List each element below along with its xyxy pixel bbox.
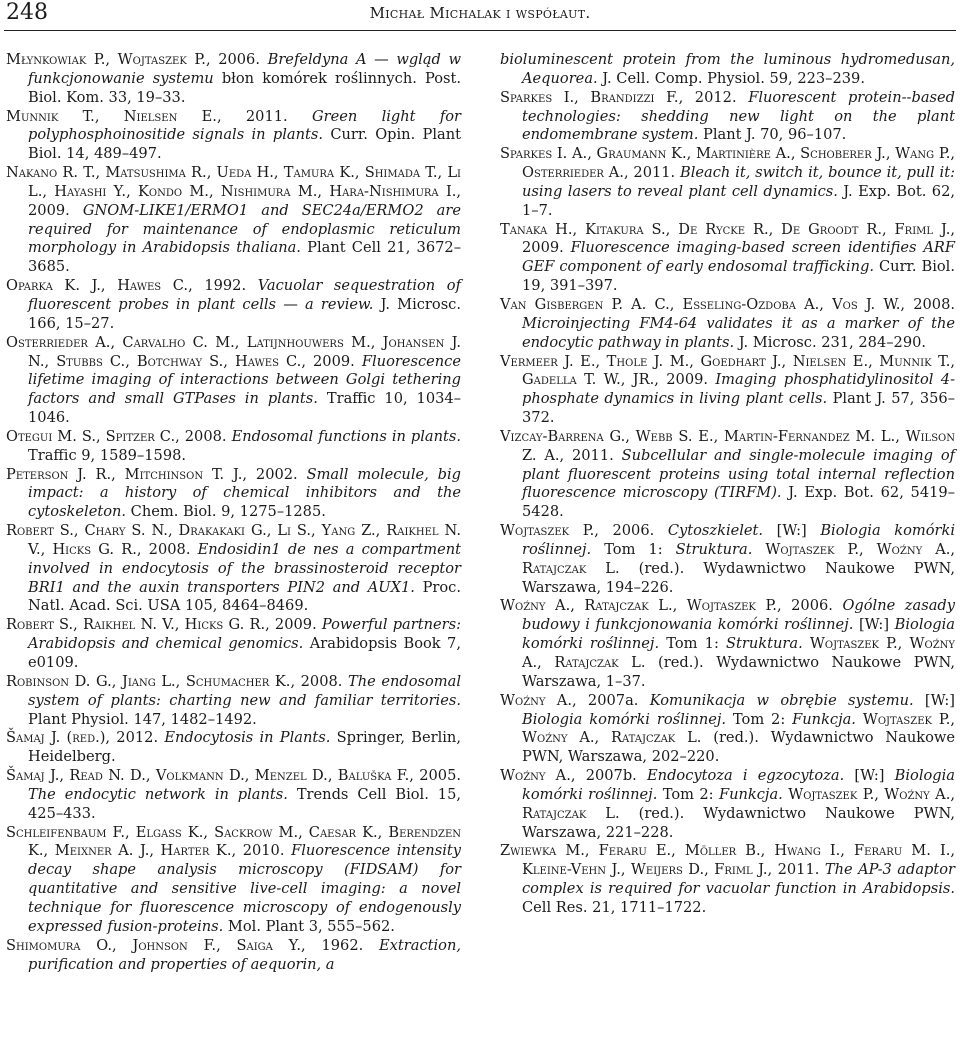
reference-text: , 2011. xyxy=(767,861,825,879)
reference-authors: Wojtaszek P., Woźny A., Ratajczak L. xyxy=(522,540,956,577)
page-header xyxy=(0,0,960,30)
reference-entry xyxy=(500,51,955,89)
reference-authors: Sparkes I., Brandizzi F. xyxy=(500,88,679,106)
reference-entry xyxy=(6,277,461,334)
reference-text: (red.). Wydawnictwo Naukowe PWN, Warszawa, 221–228. xyxy=(522,804,956,841)
reference-entry xyxy=(6,334,461,428)
reference-text: , 2009. xyxy=(654,371,716,389)
reference-text: , 2011. xyxy=(559,446,622,464)
reference-text: , 2011. xyxy=(623,164,681,182)
reference-text: Cell Res. 21, 1711–1722. xyxy=(522,898,707,916)
reference-authors: Woźny A. xyxy=(500,691,572,709)
reference-authors: Vermeer J. E., Thole J. M., Goedhart J., Nielsen E., Munnik T., Gadella T. W., JR. xyxy=(500,352,955,389)
reference-authors: Vizcay-Barrena G., Webb S. E., Martin-Fernandez M. L., Wilson Z. A. xyxy=(500,427,955,464)
reference-title: The AP-3 adaptor complex is required for vacuolar function in Arabidopsis. xyxy=(522,861,956,898)
reference-authors: Munnik T., Nielsen E. xyxy=(6,107,217,125)
reference-text: , 2012. xyxy=(678,88,749,106)
running-head: Michał Michalak i współaut. xyxy=(369,4,591,22)
reference-title: Fluorescence lifetime imaging of interactions between Golgi tethering factors and small GTPases in plants. xyxy=(28,352,461,408)
reference-text: J. Exp. Bot. 62, 5419–5428. xyxy=(522,484,955,521)
reference-authors: Shimomura O., Johnson F., Saiga Y. xyxy=(6,936,302,954)
reference-authors: Wojtaszek P., Woźny A., Ratajczak L. xyxy=(522,635,955,671)
reference-text: , 1962. xyxy=(301,936,380,954)
reference-title: Funkcja. xyxy=(792,710,856,728)
reference-title: Microinjecting FM4-64 validates it as a marker of the endocytic pathway in plants. xyxy=(522,314,955,351)
reference-text: , 2012. xyxy=(105,729,165,747)
reference-authors: Wojtaszek P. xyxy=(500,522,595,540)
reference-text: , 2009. xyxy=(301,352,362,370)
reference-title: Subcellular and single-molecule imaging of plant fluorescent proteins using total internal reflection fluorescence microscopy (TIRFM). xyxy=(522,446,956,502)
reference-entry xyxy=(6,824,461,937)
reference-entry xyxy=(500,353,955,428)
right-column xyxy=(500,51,955,918)
reference-title: Endosidin1 de nes a compartment involved in endocytosis of the brassinosteroid receptor BRI1 and the auxin transporters PIN2 and AUX1. xyxy=(28,540,461,596)
reference-title: Fluorescence intensity decay shape analysis microscopy (FIDSAM) for quantitative and sensitive live-cell imaging: a novel technique for fluorescence microscopy of endogenously expressed fusion-proteins. xyxy=(28,842,461,935)
reference-text: [W:] xyxy=(913,691,955,709)
reference-title: Vacuolar sequestration of fluorescent probes in plant cells — a review. xyxy=(28,277,461,313)
reference-entry xyxy=(500,296,955,353)
reference-authors: Otegui M. S., Spitzer C. xyxy=(6,427,176,445)
reference-entry xyxy=(500,692,955,767)
reference-text: , 1992. xyxy=(188,277,258,295)
reference-entry xyxy=(500,89,955,146)
reference-title: Small molecule, big impact: a history of chemical inhibitors and the cytoskeleton. xyxy=(28,465,461,521)
reference-text: Springer, Berlin, Heidelberg. xyxy=(28,729,461,766)
reference-text: Tom 1: xyxy=(659,635,727,653)
reference-entry xyxy=(6,51,461,108)
reference-text: , 2007b. xyxy=(570,767,648,785)
reference-text: błon komórek roślinnych. Post. Biol. Kom. 33, 19–33. xyxy=(28,69,461,106)
reference-entry xyxy=(6,466,461,523)
reference-title: Funkcja. xyxy=(718,785,783,803)
reference-authors: Peterson J. R., Mitchinson T. J. xyxy=(6,465,243,483)
reference-title: Biologia komórki roślinnej. xyxy=(522,522,955,558)
reference-title: Powerful partners: Arabidopsis and chemical genomics. xyxy=(28,616,462,653)
reference-authors: Tanaka H., Kitakura S., De Rycke R., De Groodt R., Friml J. xyxy=(500,220,951,238)
reference-entry xyxy=(6,767,461,824)
reference-text: Curr. Opin. Plant Biol. 14, 489–497. xyxy=(28,126,461,163)
reference-title: The endosomal system of plants: charting new and familiar territories. xyxy=(28,672,461,709)
reference-text: Tom 1: xyxy=(591,540,676,558)
reference-text: (red.). Wydawnictwo Naukowe PWN, Warszawa, 194–226. xyxy=(522,559,956,596)
reference-text xyxy=(856,711,863,728)
reference-text: , 2008. xyxy=(290,672,348,690)
reference-authors: Robert S., Raikhel N. V., Hicks G. R. xyxy=(6,616,266,634)
reference-text: Arabidopsis Book 7, e0109. xyxy=(28,635,461,671)
reference-authors: Robert S., Chary S. N., Drakakaki G., Li S., Yang Z., Raikhel N. V., Hicks G. R. xyxy=(6,522,461,558)
reference-entry xyxy=(500,522,955,597)
reference-title: Fluorescent protein--based technologies: shedding new light on the plant endomembrane system. xyxy=(522,88,955,144)
reference-text: Plant Cell 21, 3672–3685. xyxy=(28,239,461,276)
reference-text: (red.). Wydawnictwo Naukowe PWN, Warszawa, 1–37. xyxy=(522,654,956,690)
reference-title: bioluminescent protein from the luminous hydromedusan, Aequorea. xyxy=(500,51,955,87)
reference-text: , 2007a. xyxy=(571,691,650,709)
left-column xyxy=(6,51,461,974)
reference-entry xyxy=(6,428,461,466)
reference-text: , 2002. xyxy=(242,465,307,483)
header-rule xyxy=(4,30,956,31)
reference-authors: Šamaj J., Read N. D., Volkmann D., Menzel D., Baluška F. xyxy=(6,767,410,785)
reference-text: J. Cell. Comp. Physiol. 59, 223–239. xyxy=(597,69,865,87)
reference-text: , 2009. xyxy=(265,616,322,634)
reference-text: , 2008. xyxy=(175,427,232,445)
reference-entry xyxy=(6,522,461,616)
reference-text: Proc. Natl. Acad. Sci. USA 105, 8464–8469. xyxy=(28,578,461,615)
reference-title: Komunikacja w obrębie systemu. xyxy=(649,691,914,709)
reference-title: GNOM-LIKE1/ERMO1 and SEC24a/ERMO2 are required for maintenance of endoplasmic reticulum morphology in Arabidopsis thaliana. xyxy=(28,201,461,257)
reference-authors: Nakano R. T., Matsushima R., Ueda H., Tamura K., Shimada T., Li L., Hayashi Y., Kondo M., Nishimura M., Hara-Nishimura I. xyxy=(6,164,461,200)
reference-entry xyxy=(6,673,461,730)
reference-text: , 2005. xyxy=(409,767,461,785)
reference-text: J. Microsc. 231, 284–290. xyxy=(734,333,927,351)
reference-authors: Wojtaszek P., Woźny A., Ratajczak L. xyxy=(522,710,955,747)
reference-text: Traffic 9, 1589–1598. xyxy=(28,446,187,464)
reference-text: J. Exp. Bot. 62, 1–7. xyxy=(522,182,956,219)
reference-text: Traffic 10, 1034–1046. xyxy=(28,390,461,427)
reference-text: [W:] xyxy=(763,522,821,540)
reference-title: Struktura. xyxy=(726,635,803,653)
reference-text: Plant J. 57, 356–372. xyxy=(522,390,956,427)
reference-title: Fluorescence imaging-based screen identifies ARF GEF component of early endosomal trafficking. xyxy=(522,239,955,276)
reference-authors: Schleifenbaum F., Elgass K., Sackrow M., Caesar K., Berendzen K., Meixner A. J., Harter K. xyxy=(6,823,461,860)
reference-authors: Oparka K. J., Hawes C. xyxy=(6,277,189,295)
reference-text: , 2006. xyxy=(776,597,843,615)
reference-text: (red.). Wydawnictwo Naukowe PWN, Warszawa, 202–220. xyxy=(522,729,955,766)
reference-text: , 2008. xyxy=(900,295,955,313)
reference-entry xyxy=(500,145,955,220)
reference-entry xyxy=(500,842,955,917)
reference-title: Imaging phosphatidylinositol 4-phosphate dynamics in living plant cells. xyxy=(522,371,956,408)
reference-title: Biologia komórki roślinnej. xyxy=(522,767,955,803)
reference-title: Cytoszkielet. xyxy=(667,522,764,540)
reference-text xyxy=(803,635,810,652)
reference-text: Tom 2: xyxy=(726,710,793,728)
reference-text: Tom 2: xyxy=(657,785,719,803)
reference-text: [W:] xyxy=(853,616,895,634)
reference-entry xyxy=(6,729,461,767)
reference-text: , 2009. xyxy=(522,220,955,257)
reference-title: Endocytoza i egzocytoza. xyxy=(647,767,845,785)
reference-text: J. Microsc. 166, 15–27. xyxy=(28,295,461,332)
reference-title: Endosomal functions in plants. xyxy=(231,427,462,445)
reference-title: Endocytosis in Plants. xyxy=(164,729,331,747)
page-number: 248 xyxy=(6,0,48,25)
reference-authors: Robinson D. G., Jiang L., Schumacher K. xyxy=(6,672,291,690)
reference-title: Struktura. xyxy=(675,540,753,558)
reference-authors: Šamaj J. (red.) xyxy=(6,729,106,747)
reference-title: Brefeldyna A — wgląd w funkcjonowanie systemu xyxy=(28,51,461,87)
reference-text: Mol. Plant 3, 555–562. xyxy=(223,917,395,935)
reference-entry xyxy=(500,221,955,296)
reference-entry xyxy=(6,164,461,277)
reference-title: Green light for polyphosphoinositide signals in plants. xyxy=(28,107,461,144)
reference-entry xyxy=(500,767,955,842)
reference-text: Plant J. 70, 96–107. xyxy=(698,126,847,144)
reference-authors: Van Gisbergen P. A. C., Esseling-Ozdoba A., Vos J. W. xyxy=(500,295,901,313)
reference-title: Biologia komórki roślinnej. xyxy=(522,710,727,728)
reference-title: The endocytic network in plants. xyxy=(28,785,288,803)
reference-title: Extraction, purification and properties of aequorin, a xyxy=(28,936,461,973)
reference-text: Plant Physiol. 147, 1482–1492. xyxy=(28,710,257,728)
reference-authors: Sparkes I. A., Graumann K., Martinière A., Schoberer J., Wang P., Osterrieder A. xyxy=(500,145,955,182)
reference-authors: Zwiewka M., Feraru E., Möller B., Hwang I., Feraru M. I., Kleine-Vehn J., Weijers D., Friml J. xyxy=(500,842,955,879)
reference-text: , 2008. xyxy=(136,540,198,558)
reference-text: , 2011. xyxy=(216,107,312,125)
reference-text: , 2010. xyxy=(231,842,292,860)
reference-entry xyxy=(500,428,955,522)
reference-title: Ogólne zasady budowy i funkcjonowania komórki roślinnej. xyxy=(522,597,955,634)
reference-text: , 2009. xyxy=(28,182,461,219)
reference-text: , 2006. xyxy=(205,51,268,68)
reference-entry xyxy=(6,616,461,673)
reference-entry xyxy=(500,597,955,691)
reference-title: Bleach it, switch it, bounce it, pull it: using lasers to reveal plant cell dynamics. xyxy=(522,164,955,200)
reference-title: Biologia komórki roślinnej. xyxy=(522,616,955,653)
reference-text xyxy=(752,541,765,558)
reference-entry xyxy=(6,937,461,975)
reference-authors: Woźny A. xyxy=(500,767,571,785)
reference-entry xyxy=(6,108,461,165)
reference-text: , 2006. xyxy=(594,522,668,540)
reference-text: Trends Cell Biol. 15, 425–433. xyxy=(28,785,461,822)
reference-authors: Woźny A., Ratajczak L., Wojtaszek P. xyxy=(500,597,777,615)
reference-authors: Osterrieder A., Carvalho C. M., Latijnhouwers M., Johansen J. N., Stubbs C., Botchway S., Hawes C. xyxy=(6,333,461,370)
reference-authors: Młynkowiak P., Wojtaszek P. xyxy=(6,51,206,68)
reference-text: Curr. Biol. 19, 391–397. xyxy=(522,258,955,295)
reference-text: [W:] xyxy=(844,767,895,785)
reference-text: Chem. Biol. 9, 1275–1285. xyxy=(126,503,326,521)
reference-authors: Wojtaszek P., Woźny A., Ratajczak L. xyxy=(522,785,955,822)
